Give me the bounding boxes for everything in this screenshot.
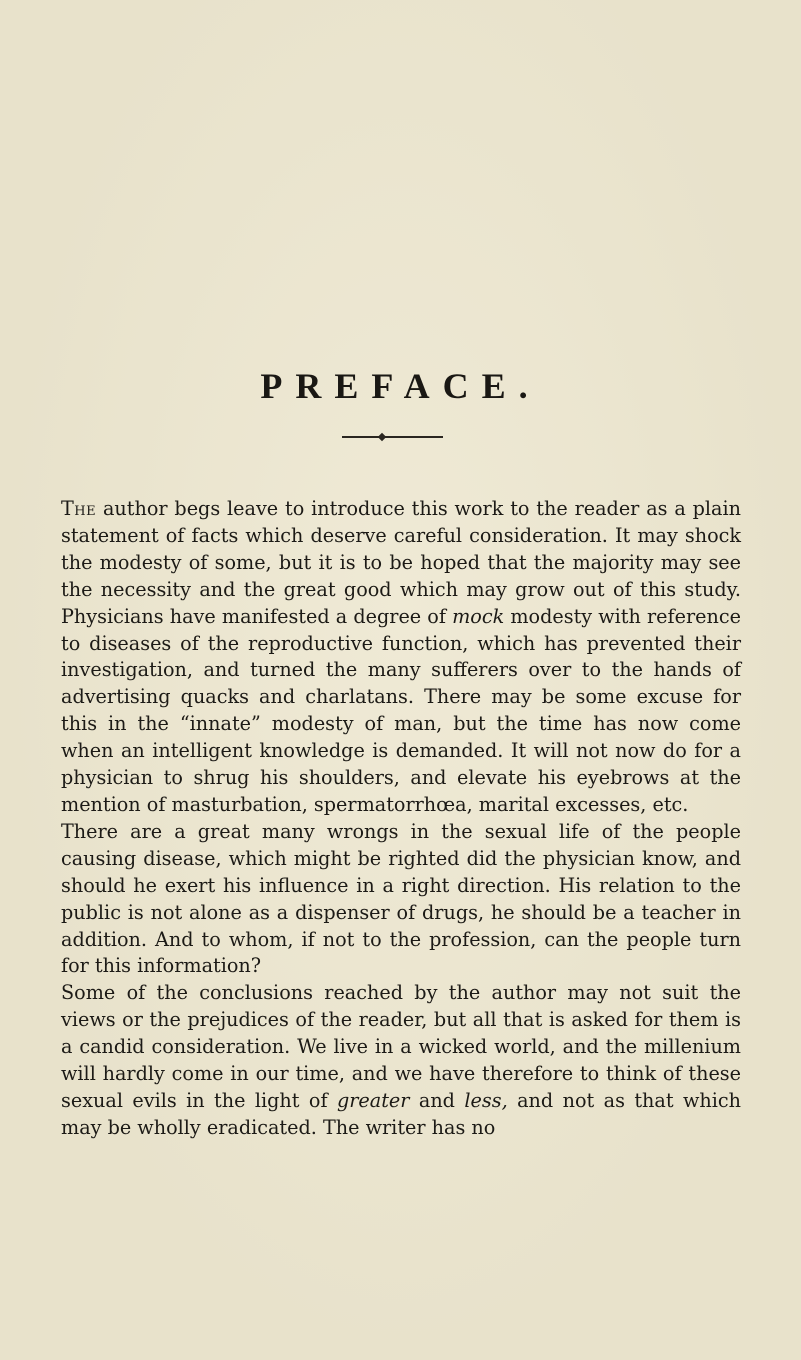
paragraph-3 [61, 980, 741, 1141]
paragraph-3-italic-a: greater [336, 1088, 410, 1112]
paragraph-3-italic-b: less, [464, 1088, 508, 1112]
paragraph-3-text-b: and [409, 1088, 465, 1112]
preface-body [61, 496, 741, 1142]
paragraph-1-text-a: author begs leave to introduce this work to the reader as a plain statement of facts which deserve careful consideration. It may shock the modesty of some, but it is to be hoped that the majority may see the necessity and the great good which may grow out of this study. Physicians have manifested a degree of [61, 497, 741, 628]
paragraph-3-text-a: Some of the conclusions reached by the author may not suit the views or the prejudices of the reader, but all that is asked for them is a candid consideration. We live in a wicked world, and the millenium will hardly come in our time, and we have therefore to think of these sexual evils in the light of [61, 981, 741, 1112]
paragraph-1-italic: mock [452, 604, 505, 628]
rule-ornament-icon [378, 433, 386, 441]
paragraph-2-text: There are a great many wrongs in the sexual life of the people causing disease, which might be righted did the physician know, and should he exert his influence in a right direction. His relation to the public is not alone as a dispenser of drugs, he should be a teacher in addition. And to whom, if not to the profession, can the people turn for this information? [61, 819, 741, 978]
ornamental-rule [342, 436, 443, 438]
paragraph-1-text-b: modesty with reference to diseases of the reproductive function, which has prevented their investigation, and turned the many sufferers over to the hands of advertising quacks and charlatans. There may be some excuse for this in the “innate” modesty of man, but the time has now come when an intelligent knowledge is demanded. It will not now do for a physician to shrug his shoulders, and elevate his eyebrows at the mention of masturbation, spermatorrhœa, marital excesses, etc. [61, 604, 741, 816]
paragraph-3-text-c: and not as that which may be wholly eradicated. The writer has no [61, 1088, 741, 1139]
paragraph-2 [61, 819, 741, 980]
paragraph-1 [61, 496, 741, 819]
lead-word: The [61, 497, 97, 520]
page-title: PREFACE. [260, 366, 541, 406]
